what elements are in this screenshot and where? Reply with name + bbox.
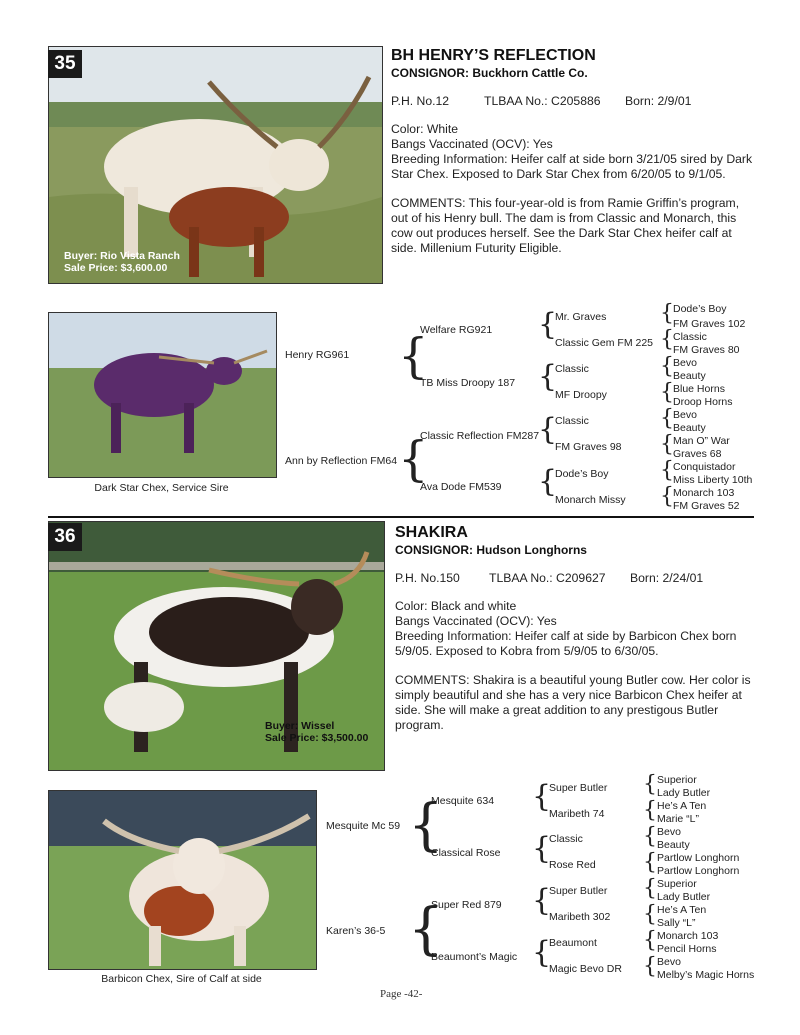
sire-caption: Barbicon Chex, Sire of Calf at side bbox=[101, 973, 262, 985]
pedigree-gen4: Lady Butler bbox=[657, 787, 711, 799]
born-date: Born: 2/9/01 bbox=[625, 94, 692, 108]
pedigree-gen4: Beauty bbox=[657, 839, 690, 851]
pedigree-gen4: FM Graves 102 bbox=[673, 318, 746, 330]
comments-text: COMMENTS: Shakira is a beautiful young Butler cow. Her color is simply beautiful and she has a very nice Barbicon Chex heifer at side. She will make a great addition to any prestigous Butler program. bbox=[395, 673, 751, 732]
pedigree-gen2: Beaumont’s Magic bbox=[431, 951, 518, 963]
pedigree-gen2: Welfare RG921 bbox=[420, 324, 493, 336]
pedigree-gen4: Partlow Longhorn bbox=[657, 865, 740, 877]
pedigree-gen3: Classic Gem FM 225 bbox=[555, 337, 654, 349]
brace: { bbox=[408, 793, 444, 858]
pedigree-gen2: Classic Reflection FM287 bbox=[420, 430, 540, 442]
pedigree-dam: Ann by Reflection FM64 bbox=[285, 455, 398, 467]
brace: { bbox=[532, 935, 552, 970]
pedigree-gen4: Beauty bbox=[673, 370, 706, 382]
brace: { bbox=[643, 902, 657, 927]
lot-details bbox=[391, 122, 757, 256]
brace: { bbox=[398, 328, 429, 384]
brace: { bbox=[643, 876, 657, 901]
brace: { bbox=[532, 779, 552, 814]
lot35-photo bbox=[48, 46, 383, 284]
pedigree-gen2: TB Miss Droopy 187 bbox=[420, 377, 516, 389]
color-text: Color: Black and white bbox=[395, 599, 517, 613]
pedigree-gen4: Man O” War bbox=[673, 435, 730, 447]
ph-number: P.H. No.12 bbox=[391, 94, 450, 108]
pedigree-gen4: Beauty bbox=[673, 422, 706, 434]
brace: { bbox=[643, 824, 657, 849]
sire-photo bbox=[48, 312, 277, 478]
longhorn-bull-dark-photo bbox=[49, 313, 276, 477]
brace: { bbox=[398, 431, 429, 487]
brace: { bbox=[643, 928, 657, 953]
pedigree-sire: Henry RG961 bbox=[285, 349, 350, 361]
ph-number: P.H. No.150 bbox=[395, 571, 460, 585]
bangs-text: Bangs Vaccinated (OCV): Yes bbox=[395, 614, 557, 628]
lot-title: SHAKIRA bbox=[395, 524, 468, 541]
pedigree-gen4: Miss Liberty 10th bbox=[673, 474, 753, 486]
sale-price-label: Sale Price: $3,600.00 bbox=[64, 262, 168, 274]
pedigree-dam: Karen’s 36-5 bbox=[326, 925, 386, 937]
pedigree-gen4: Monarch 103 bbox=[657, 930, 719, 942]
born-date: Born: 2/24/01 bbox=[630, 571, 704, 585]
pedigree-gen4: Classic bbox=[673, 331, 707, 343]
pedigree-gen3: Super Butler bbox=[549, 782, 608, 794]
pedigree-gen4: He’s A Ten bbox=[657, 800, 707, 812]
pedigree-gen4: Marie “L” bbox=[657, 813, 700, 825]
section-divider bbox=[48, 516, 754, 518]
pedigree-gen4: Pencil Horns bbox=[657, 943, 717, 955]
brace: { bbox=[660, 406, 674, 431]
pedigree-gen4: Bevo bbox=[673, 357, 697, 369]
pedigree-gen4: Lady Butler bbox=[657, 891, 711, 903]
brace: { bbox=[538, 307, 558, 342]
pedigree-gen3: Super Butler bbox=[549, 885, 608, 897]
bangs-text: Bangs Vaccinated (OCV): Yes bbox=[391, 137, 553, 151]
pedigree-gen2: Super Red 879 bbox=[431, 899, 502, 911]
buyer-label: Buyer: Wissel bbox=[265, 720, 335, 732]
brace: { bbox=[643, 954, 657, 979]
pedigree-gen3: MF Droopy bbox=[555, 389, 607, 401]
brace: { bbox=[532, 883, 552, 918]
pedigree-sire: Mesquite Mc 59 bbox=[326, 820, 401, 832]
pedigree-gen3: Classic bbox=[555, 415, 589, 427]
tlbaa-number: TLBAA No.: C205886 bbox=[484, 94, 601, 108]
sale-price-label: Sale Price: $3,500.00 bbox=[265, 732, 369, 744]
pedigree-gen3: Magic Bevo DR bbox=[549, 963, 622, 975]
pedigree-gen3: Monarch Missy bbox=[555, 494, 626, 506]
brace: { bbox=[660, 484, 674, 509]
pedigree-gen2: Mesquite 634 bbox=[431, 795, 495, 807]
pedigree-gen4: Conquistador bbox=[673, 461, 736, 473]
pedigree-gen3: FM Graves 98 bbox=[555, 441, 622, 453]
pedigree-gen4: Melby’s Magic Horns bbox=[657, 969, 755, 981]
consignor: CONSIGNOR: Hudson Longhorns bbox=[395, 543, 587, 557]
brace: { bbox=[660, 354, 674, 379]
pedigree-gen3: Maribeth 74 bbox=[549, 808, 605, 820]
pedigree-gen4: Droop Horns bbox=[673, 396, 733, 408]
breeding-text: Breeding Information: Heifer calf at side by Barbicon Chex born 5/9/05. Exposed to Kobra from 5/9/05 to 6/30/05. bbox=[395, 629, 737, 658]
pedigree-gen4: Monarch 103 bbox=[673, 487, 735, 499]
brace: { bbox=[532, 831, 552, 866]
breeding-text: Breeding Information: Heifer calf at side born 3/21/05 sired by Dark Star Chex. Exposed to Dark Star Chex from 6/20/05 to 9/1/05. bbox=[391, 152, 753, 181]
sire-caption: Dark Star Chex, Service Sire bbox=[94, 482, 229, 494]
brace: { bbox=[643, 850, 657, 875]
brace: { bbox=[660, 301, 674, 326]
pedigree-gen3: Beaumont bbox=[549, 937, 597, 949]
pedigree-gen4: FM Graves 80 bbox=[673, 344, 740, 356]
lot-title: BH HENRY’S REFLECTION bbox=[391, 47, 596, 64]
consignor: CONSIGNOR: Buckhorn Cattle Co. bbox=[391, 66, 588, 80]
brace: { bbox=[643, 798, 657, 823]
color-text: Color: White bbox=[391, 122, 459, 136]
brace: { bbox=[660, 380, 674, 405]
brace: { bbox=[660, 432, 674, 457]
pedigree-gen4: Partlow Longhorn bbox=[657, 852, 740, 864]
pedigree-gen3: Mr. Graves bbox=[555, 311, 607, 323]
pedigree-gen3: Rose Red bbox=[549, 859, 596, 871]
buyer-label: Buyer: Rio Vista Ranch bbox=[64, 250, 180, 262]
brace: { bbox=[660, 458, 674, 483]
brace: { bbox=[538, 359, 558, 394]
pedigree-gen4: Bevo bbox=[673, 409, 697, 421]
pedigree-gen3: Maribeth 302 bbox=[549, 911, 611, 923]
pedigree-gen3: Classic bbox=[555, 363, 589, 375]
pedigree-gen4: Bevo bbox=[657, 956, 681, 968]
brace: { bbox=[538, 464, 558, 499]
pedigree-gen4: Sally “L” bbox=[657, 917, 696, 929]
pedigree-gen4: Graves 68 bbox=[673, 448, 722, 460]
pedigree-gen2: Ava Dode FM539 bbox=[420, 481, 502, 493]
pedigree-gen2: Classical Rose bbox=[431, 847, 501, 859]
brace: { bbox=[408, 897, 444, 962]
brace: { bbox=[660, 327, 674, 352]
tlbaa-number: TLBAA No.: C209627 bbox=[489, 571, 606, 585]
pedigree-gen4: Superior bbox=[657, 774, 697, 786]
brace: { bbox=[643, 772, 657, 797]
longhorn-bull-red-white-photo bbox=[49, 791, 316, 969]
lot-details bbox=[395, 599, 757, 733]
lot-number-badge: 36 bbox=[48, 523, 82, 551]
pedigree-gen4: He’s A Ten bbox=[657, 904, 707, 916]
brace: { bbox=[538, 412, 558, 447]
pedigree-gen3: Dode’s Boy bbox=[555, 468, 609, 480]
sire-photo bbox=[48, 790, 317, 970]
pedigree-gen4: Blue Horns bbox=[673, 383, 725, 395]
pedigree-gen4: FM Graves 52 bbox=[673, 500, 740, 512]
pedigree-gen3: Classic bbox=[549, 833, 583, 845]
pedigree-gen4: Dode’s Boy bbox=[673, 303, 727, 315]
comments-text: COMMENTS: This four-year-old is from Ramie Griffin’s program, out of his Henry bull. The dam is from Classic and Monarch, this cow out produces herself. See the Dark Star Chex heifer calf at side. Millenium Futurity Eligible. bbox=[391, 196, 740, 255]
page-number: Page -42- bbox=[380, 988, 423, 1000]
pedigree-gen4: Superior bbox=[657, 878, 697, 890]
longhorn-cow-white-photo bbox=[49, 47, 382, 283]
pedigree-gen4: Bevo bbox=[657, 826, 681, 838]
lot-number-badge: 35 bbox=[48, 50, 82, 78]
